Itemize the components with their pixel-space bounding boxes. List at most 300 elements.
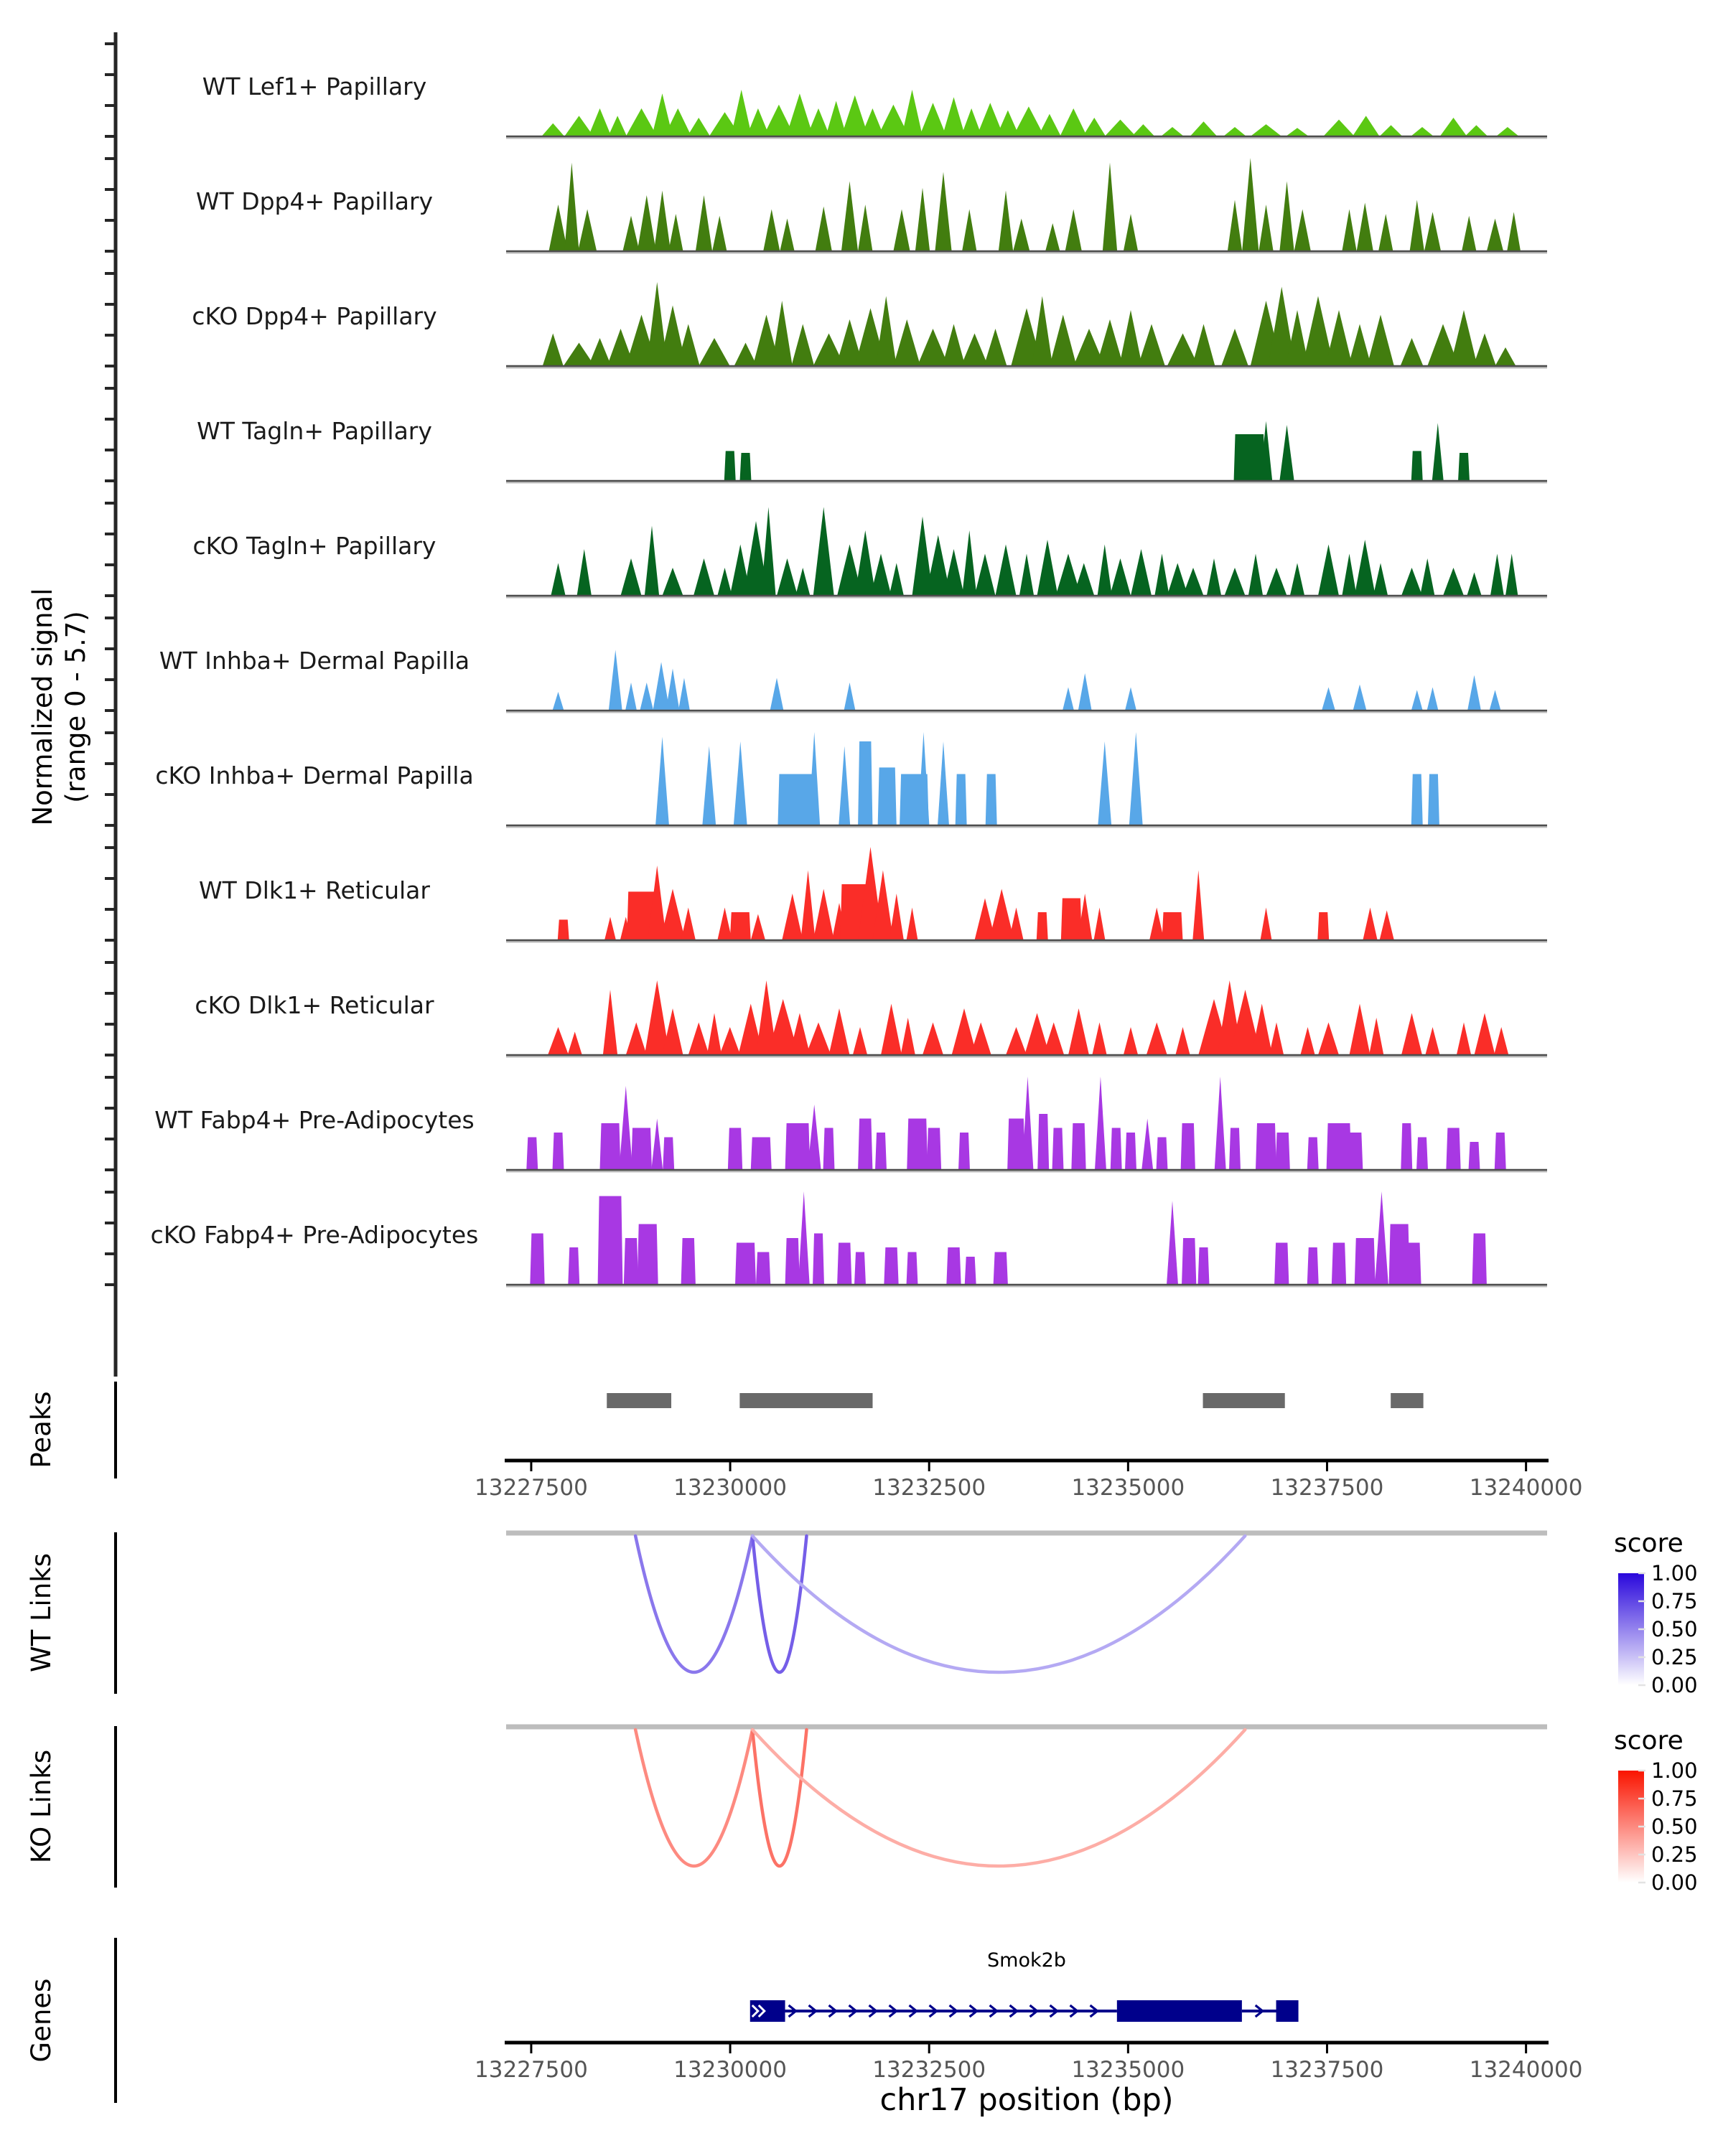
signal-peak [568, 1032, 582, 1056]
signal-peak [1060, 108, 1087, 136]
signal-peak [1183, 568, 1204, 596]
signal-peak [965, 1257, 976, 1285]
signal-peak [609, 650, 622, 711]
signal-peak [1401, 568, 1422, 596]
signal-peak [678, 678, 690, 711]
signal-peak [1367, 315, 1394, 367]
exon-box [750, 2000, 785, 2022]
signal-track-group [197, 417, 1547, 482]
signal-peak [791, 324, 814, 367]
signal-peak [577, 549, 592, 596]
signal-peak [1192, 871, 1204, 941]
signal-peak [1009, 908, 1023, 941]
signal-peak [699, 338, 730, 366]
signal-peak [1019, 554, 1034, 596]
link-arc [635, 1536, 752, 1672]
x-axis-tick-label: 13240000 [1469, 2057, 1583, 2083]
signal-peak [798, 1191, 810, 1285]
signal-peak [1071, 1123, 1085, 1170]
signal-peak [603, 990, 617, 1055]
signal-peak [1013, 106, 1045, 136]
signal-peak [837, 1243, 851, 1285]
signal-peak [1317, 912, 1329, 940]
signal-peak [1037, 912, 1048, 940]
track-label: cKO Fabp4+ Pre-Adipocytes [150, 1221, 479, 1249]
legend-tick-label: 0.75 [1651, 1786, 1698, 1811]
signal-peak [548, 205, 567, 251]
legend-tick-label: 1.00 [1651, 1561, 1698, 1585]
signal-peak [1052, 1128, 1064, 1171]
signal-peak [551, 563, 565, 596]
signal-peak [1401, 1123, 1412, 1170]
signal-peak [553, 1133, 564, 1170]
ko-links-panel-label: KO Links [26, 1749, 57, 1864]
signal-peak [1294, 210, 1311, 252]
signal-peak [1105, 120, 1136, 136]
signal-peak [853, 1027, 867, 1055]
x-axis-tick-label: 13232500 [872, 2057, 986, 2083]
signal-peak [1389, 1224, 1410, 1285]
signal-peak [1050, 315, 1077, 367]
signal-peak [1274, 1243, 1289, 1285]
signal-peak [1147, 1023, 1167, 1056]
legend-tick-label: 0.75 [1651, 1589, 1698, 1613]
signal-peak [893, 319, 920, 366]
signal-peak [839, 746, 850, 826]
signal-peak [1325, 310, 1353, 366]
signal-peak [735, 1243, 756, 1285]
signal-peak [893, 210, 910, 252]
signal-peak [1092, 1023, 1106, 1056]
signal-peak [1223, 127, 1246, 136]
signal-peak [604, 917, 616, 941]
signal-peak [907, 1252, 918, 1285]
signal-peak [663, 1138, 674, 1171]
legend-tick-label: 0.50 [1651, 1617, 1698, 1641]
signal-peak [770, 678, 784, 711]
signal-peak [717, 568, 732, 596]
signal-peak [663, 568, 683, 596]
signal-peak [1505, 554, 1518, 596]
signal-peak [901, 1018, 915, 1055]
gene-name-label: Smok2b [987, 1949, 1066, 1972]
signal-peak [1411, 451, 1423, 481]
signal-peak [1013, 219, 1029, 252]
signal-peak [1457, 1023, 1471, 1056]
signal-peak [1443, 568, 1464, 596]
link-arc [752, 1730, 806, 1866]
signal-peak [1279, 182, 1294, 252]
signal-peak [1068, 1008, 1089, 1055]
signal-peak [1416, 1138, 1428, 1171]
link-arc [635, 1730, 752, 1866]
signal-peak [600, 1123, 621, 1170]
signal-peak [1327, 1123, 1352, 1170]
signal-peak [854, 1252, 866, 1285]
signal-peak [1251, 124, 1282, 136]
signal-peak [1065, 210, 1082, 252]
signal-peak [1490, 554, 1504, 596]
x-axis-tick-label: 13235000 [1071, 2057, 1185, 2083]
signal-peak [728, 1128, 742, 1171]
signal-peak [1175, 1027, 1190, 1055]
signal-peak [1269, 1023, 1284, 1056]
signal-peak [1406, 1243, 1421, 1285]
signal-peak [1475, 1013, 1495, 1056]
signal-peak [881, 1004, 902, 1056]
signal-peak [1472, 1234, 1487, 1285]
x-axis-title: chr17 position (bp) [879, 2082, 1174, 2118]
signal-peak [734, 741, 747, 825]
track-label: WT Dlk1+ Reticular [199, 876, 430, 904]
signal-peak [553, 692, 564, 711]
signal-peak [1420, 558, 1434, 596]
signal-peak [1473, 334, 1496, 367]
signal-peak [694, 558, 714, 596]
signal-peak [626, 108, 658, 136]
signal-peak [1261, 908, 1272, 941]
signal-peak [654, 191, 671, 252]
signal-peak [1487, 219, 1503, 252]
signal-peak [1353, 685, 1367, 711]
signal-peak [666, 669, 680, 711]
signal-peak [1467, 573, 1481, 596]
signal-peak [640, 683, 653, 711]
signal-peak [1411, 774, 1423, 826]
signal-peak [651, 1119, 663, 1171]
signal-peak [1045, 223, 1060, 251]
signal-peak [681, 908, 696, 941]
signal-peak [1411, 127, 1434, 136]
signal-peak [1098, 741, 1111, 825]
signal-peak [653, 662, 669, 711]
signal-peak [1131, 124, 1154, 136]
track-label: WT Inhba+ Dermal Papilla [159, 647, 470, 675]
signal-peak [564, 163, 579, 252]
signal-peak [707, 1013, 722, 1056]
signal-peak [724, 451, 736, 481]
signal-peak [813, 889, 834, 941]
exon-box [1117, 2000, 1242, 2022]
signal-peak [712, 216, 727, 251]
signal-peak [800, 871, 815, 941]
signal-peak [1110, 558, 1131, 596]
signal-peak [622, 216, 639, 251]
signal-peak [1124, 214, 1138, 251]
track-label: WT Lef1+ Papillary [202, 72, 427, 100]
signal-peak [813, 1234, 824, 1285]
signal-track-group [154, 1077, 1547, 1171]
signal-peak [907, 1119, 928, 1171]
signal-peak [956, 774, 967, 826]
signal-peak [631, 1128, 652, 1171]
x-axis-tick-label: 13240000 [1469, 1475, 1583, 1501]
track-label: WT Fabp4+ Pre-Adipocytes [154, 1106, 475, 1134]
signal-peak [687, 118, 710, 136]
signal-peak [989, 889, 1014, 941]
signal-peak [1007, 1119, 1025, 1171]
signal-peak [1411, 690, 1423, 711]
signal-peak [589, 108, 612, 136]
x-axis-tick-label: 13232500 [872, 1475, 986, 1501]
signal-peak [1342, 210, 1356, 252]
signal-peak [986, 774, 997, 826]
signal-peak [608, 116, 627, 136]
signal-peak [1248, 554, 1263, 596]
x-axis-tick-label: 13237500 [1270, 1475, 1384, 1501]
signal-peak [902, 90, 923, 136]
signal-peak [619, 1086, 632, 1170]
wt-links-legend-title: score [1614, 1529, 1684, 1558]
signal-track-group [192, 282, 1547, 367]
signal-peak [884, 1247, 898, 1285]
signal-peak [923, 1023, 943, 1056]
signal-peak [1307, 1138, 1319, 1171]
signal-peak [740, 453, 752, 481]
signal-track-group [155, 732, 1547, 827]
signal-peak [816, 207, 832, 251]
signal-peak [1355, 1238, 1376, 1285]
signal-peak [1094, 908, 1106, 941]
signal-peak [841, 182, 858, 252]
signal-peak [688, 1023, 709, 1056]
signal-peak [1037, 540, 1058, 596]
signal-peak [938, 741, 949, 825]
signal-track-group [193, 507, 1547, 598]
signal-peak [589, 338, 612, 366]
signal-peak [927, 1128, 941, 1171]
signal-peak [1037, 1114, 1049, 1170]
signal-peak [1495, 1133, 1506, 1170]
x-axis-tick-label: 13227500 [475, 1475, 588, 1501]
signal-peak [1342, 554, 1356, 596]
signal-peak [1078, 673, 1092, 711]
signal-peak [548, 1027, 569, 1055]
signal-peak [717, 908, 732, 941]
y-axis-label-line2: (range 0 - 5.7) [60, 611, 91, 803]
signal-peak [782, 894, 803, 940]
signal-peak [564, 116, 594, 136]
signal-peak [1190, 121, 1218, 136]
legend-tick-label: 0.50 [1651, 1814, 1698, 1839]
signal-peak [1290, 563, 1304, 596]
signal-peak [1182, 1238, 1196, 1285]
signal-track-group [196, 158, 1547, 253]
legend-tick-label: 0.25 [1651, 1842, 1698, 1867]
peak-region-box [607, 1393, 671, 1408]
signal-peak [1378, 214, 1393, 251]
signal-peak [1322, 688, 1335, 711]
signal-peak [1380, 125, 1403, 136]
signal-peak [1256, 1123, 1276, 1170]
signal-peak [1138, 324, 1165, 367]
signal-peak [763, 210, 780, 252]
signal-peak [626, 1023, 647, 1056]
signal-peak [578, 210, 597, 252]
link-arc [752, 1536, 1245, 1672]
signal-peak [780, 219, 794, 252]
signal-peak [1353, 116, 1380, 136]
signal-peak [1494, 1027, 1508, 1055]
track-label: WT Dpp4+ Papillary [195, 187, 434, 215]
signal-peak [1154, 554, 1169, 596]
signal-peak [558, 919, 569, 940]
signal-peak [943, 97, 966, 136]
signal-peak [1192, 324, 1215, 367]
signal-peak [1348, 324, 1371, 367]
signal-peak [1375, 1191, 1388, 1285]
signal-peak [875, 1133, 887, 1170]
signal-peak [807, 108, 830, 136]
signal-peak [1125, 688, 1136, 711]
signal-peak [719, 1027, 740, 1055]
signal-peak [1410, 200, 1424, 252]
signal-peak [1124, 1027, 1138, 1055]
signal-peak [975, 554, 996, 596]
signal-peak [624, 1238, 638, 1285]
signal-peak [1279, 425, 1294, 481]
signal-peak [1440, 118, 1467, 136]
legend-tick-label: 0.00 [1651, 1870, 1698, 1895]
signal-peak [1234, 434, 1266, 481]
signal-peak [1098, 545, 1112, 596]
signal-peak [946, 1247, 961, 1285]
signal-peak [1323, 120, 1355, 136]
signal-peak [871, 554, 892, 596]
signal-peak [785, 1238, 800, 1285]
signal-peak [1242, 158, 1259, 251]
signal-peak [858, 205, 872, 251]
signal-tracks-layer [151, 72, 1547, 1286]
ko-links-legend-title: score [1614, 1726, 1684, 1756]
signal-peak [1427, 688, 1439, 711]
signal-peak [1095, 1077, 1106, 1170]
signal-peak [730, 912, 751, 940]
links-layer [116, 1532, 1547, 1888]
signal-peak [1490, 690, 1501, 711]
signal-peak [1181, 1123, 1195, 1170]
signal-peak [999, 191, 1013, 252]
signal-peak [621, 558, 642, 596]
peak-region-box [1203, 1393, 1285, 1408]
signal-peak [829, 1008, 850, 1055]
peaks-panel-label: Peaks [26, 1391, 57, 1468]
signal-peak [958, 1133, 970, 1170]
track-label: WT Tagln+ Papillary [197, 417, 432, 445]
track-label: cKO Inhba+ Dermal Papilla [155, 761, 474, 789]
signal-peak [1161, 127, 1184, 136]
signal-peak [907, 908, 918, 941]
signal-peak [638, 1224, 658, 1285]
signal-peak [889, 563, 904, 596]
peak-region-box [1391, 1393, 1423, 1408]
signal-peak [1043, 1023, 1064, 1056]
signal-track-group [199, 847, 1547, 942]
signal-peak [1198, 1247, 1210, 1285]
signal-peak [660, 889, 686, 941]
signal-peak [1401, 1013, 1422, 1056]
signal-peak [526, 1138, 538, 1171]
signal-peak [777, 558, 798, 596]
peaks-layer [116, 1382, 1424, 1478]
signal-peak [1286, 128, 1309, 136]
signal-peak [1462, 216, 1476, 251]
signal-peak [943, 324, 966, 367]
signal-peak [1300, 1027, 1315, 1055]
legend-tick-label: 0.00 [1651, 1673, 1698, 1697]
signal-peak [1276, 1133, 1290, 1170]
signal-peak [1038, 114, 1061, 136]
signal-peak [681, 1238, 696, 1285]
signal-peak [786, 93, 813, 136]
signal-peak [962, 210, 976, 252]
signal-peak [1458, 453, 1470, 481]
legend-tick-label: 1.00 [1651, 1758, 1698, 1783]
signal-peak [1350, 1004, 1371, 1056]
x-axis-tick-label: 13230000 [673, 1475, 787, 1501]
signal-peak [541, 123, 564, 136]
link-arc [752, 1536, 806, 1672]
signal-peak [813, 507, 834, 596]
signal-peak [1380, 910, 1394, 940]
signal-peak [858, 1119, 872, 1171]
signal-peak [808, 1105, 821, 1170]
signal-peak [915, 188, 930, 251]
signal-peak [962, 530, 976, 596]
signal-peak [1318, 1023, 1339, 1056]
signal-peak [1141, 1119, 1153, 1171]
signal-peak [1083, 118, 1106, 136]
signal-peak [731, 90, 752, 136]
signal-peak [1363, 908, 1377, 941]
signal-peak [598, 1196, 623, 1285]
signal-track-group [159, 647, 1547, 712]
signal-peak [1467, 675, 1481, 711]
signal-peak [1157, 1138, 1168, 1171]
signal-track-group [151, 1191, 1547, 1286]
signal-peak [1149, 908, 1164, 941]
signal-peak [920, 103, 947, 136]
signal-peak [1125, 1133, 1136, 1170]
signal-peak [734, 343, 757, 367]
signal-peak [994, 1252, 1008, 1285]
x-axis-tick-label: 13237500 [1270, 2057, 1384, 2083]
signal-peak [1401, 338, 1424, 366]
signal-peak [756, 1252, 770, 1285]
x-axis-tick-label: 13235000 [1071, 1475, 1185, 1501]
signal-track-group [202, 72, 1547, 138]
signal-peak [1006, 1027, 1027, 1055]
track-label: cKO Dlk1+ Reticular [195, 991, 434, 1019]
signal-peak [1348, 1133, 1363, 1170]
signal-peak [1119, 310, 1142, 366]
exon-box [1276, 2000, 1299, 2022]
signal-peak [971, 1023, 991, 1056]
signal-peak [638, 195, 656, 251]
track-label: cKO Dpp4+ Papillary [192, 302, 437, 330]
signal-peak [1228, 200, 1242, 252]
x-axis-tick-label: 13230000 [673, 2057, 787, 2083]
wt-links-panel-label: WT Links [26, 1553, 57, 1672]
signal-peak [1032, 296, 1052, 367]
signal-peak [1428, 774, 1439, 826]
signal-peak [1073, 563, 1094, 596]
signal-peak [795, 568, 810, 596]
signal-peak [1496, 127, 1519, 136]
signal-peak [1424, 212, 1441, 251]
signal-peak [1355, 540, 1376, 596]
signal-peak [751, 914, 765, 940]
